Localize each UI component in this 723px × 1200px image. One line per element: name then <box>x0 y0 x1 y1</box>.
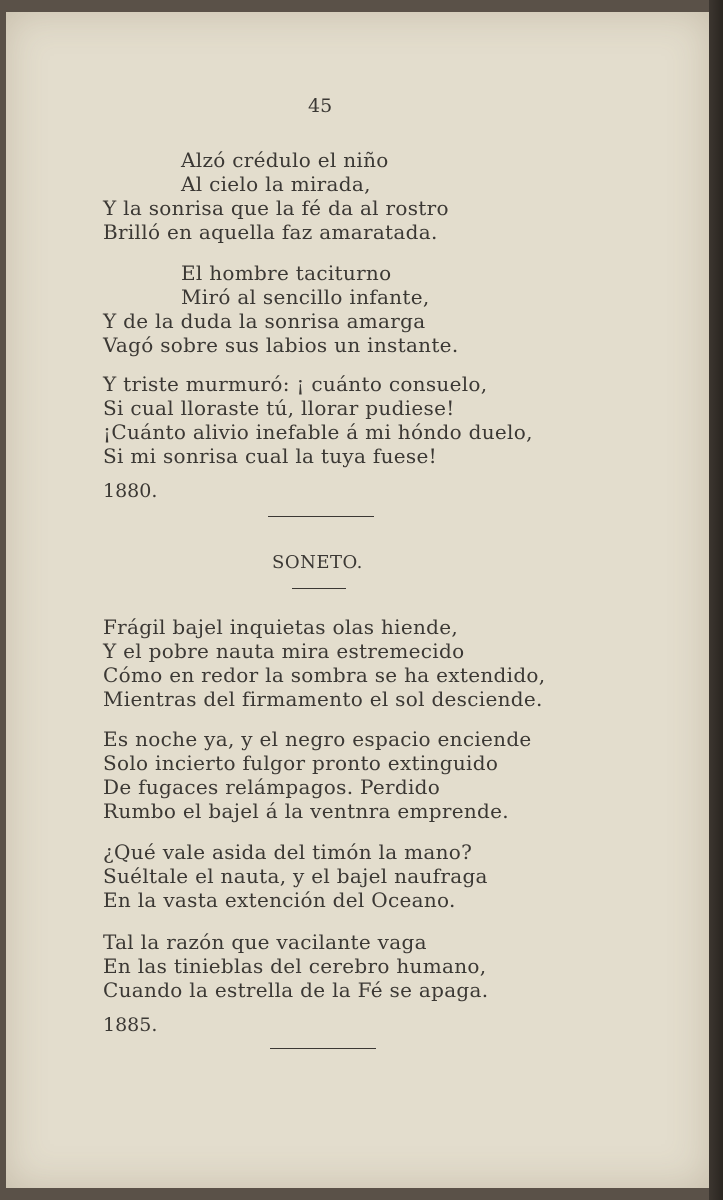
verse-line: ¿Qué vale asida del timón la mano? <box>103 840 473 864</box>
verse-line: ¡Cuánto alivio inefable á mi hóndo duelo, <box>103 420 533 444</box>
poem2-title: SONETO. <box>272 552 363 573</box>
poem2-stanza-2 <box>103 727 532 823</box>
verse-line: En la vasta extención del Oceano. <box>103 888 456 912</box>
verse-line: Al cielo la mirada, <box>181 172 371 196</box>
verse-line: Tal la razón que vacilante vaga <box>103 930 427 954</box>
poem2-stanza-3 <box>103 840 488 912</box>
verse-line: Miró al sencillo infante, <box>181 285 430 309</box>
poem1-stanza-2 <box>103 261 458 357</box>
verse-line: Y triste murmuró: ¡ cuánto consuelo, <box>103 372 488 396</box>
verse-line: Frágil bajel inquietas olas hiende, <box>103 615 459 639</box>
section-divider <box>268 516 374 517</box>
poem2-stanza-1 <box>103 615 545 711</box>
verse-line: Brilló en aquella faz amaratada. <box>103 220 438 244</box>
book-edge <box>709 0 723 1200</box>
verse-line: Si mi sonrisa cual la tuya fuese! <box>103 444 437 468</box>
end-divider <box>270 1048 376 1049</box>
verse-line: Alzó crédulo el niño <box>181 148 389 172</box>
verse-line: Y de la duda la sonrisa amarga <box>103 309 426 333</box>
verse-line: Cómo en redor la sombra se ha extendido, <box>103 663 546 687</box>
verse-line: Es noche ya, y el negro espacio enciende <box>103 727 532 751</box>
verse-line: Y el pobre nauta mira estremecido <box>103 639 465 663</box>
poem1-year: 1880. <box>103 480 158 502</box>
verse-line: Y la sonrisa que la fé da al rostro <box>103 196 449 220</box>
verse-line: Si cual lloraste tú, llorar pudiese! <box>103 396 455 420</box>
verse-line: El hombre taciturno <box>181 261 392 285</box>
poem2-stanza-4 <box>103 930 488 1002</box>
verse-line: Mientras del firmamento el sol desciende. <box>103 687 543 711</box>
verse-line: Vagó sobre sus labios un instante. <box>103 333 459 357</box>
page-number: 45 <box>308 95 333 117</box>
verse-line: Cuando la estrella de la Fé se apaga. <box>103 978 489 1002</box>
verse-line: De fugaces relámpagos. Perdido <box>103 775 441 799</box>
title-underline <box>292 588 346 589</box>
verse-line: Suéltale el nauta, y el bajel naufraga <box>103 864 488 888</box>
poem1-stanza-1 <box>103 148 449 244</box>
verse-line: Solo incierto fulgor pronto extinguido <box>103 751 499 775</box>
poem2-year: 1885. <box>103 1014 158 1036</box>
verse-line: En las tinieblas del cerebro humano, <box>103 954 487 978</box>
verse-line: Rumbo el bajel á la ventnra emprende. <box>103 799 509 823</box>
poem1-stanza-3 <box>103 372 533 468</box>
